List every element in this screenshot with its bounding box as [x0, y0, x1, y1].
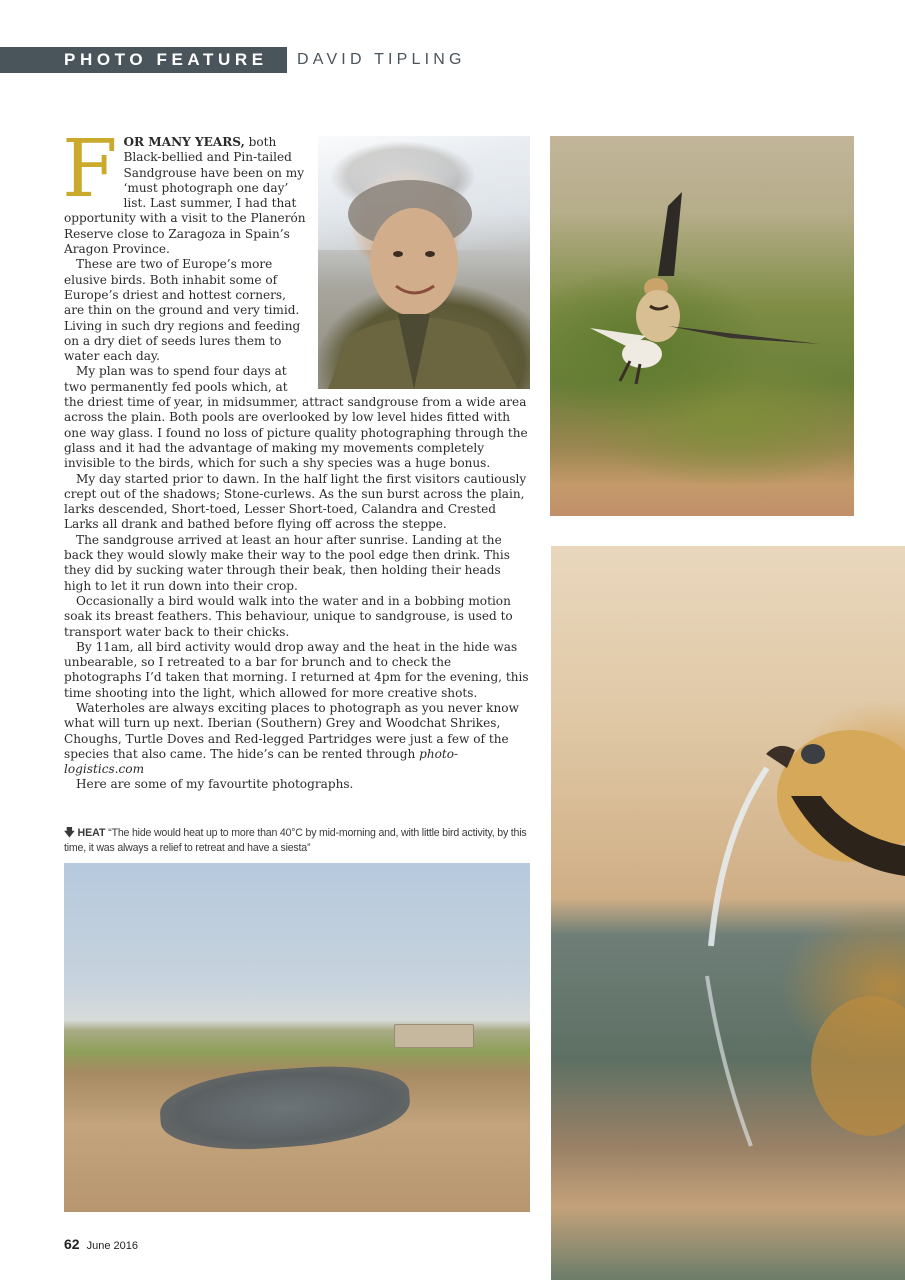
author-name: DAVID TIPLING — [297, 51, 466, 68]
article-paragraph-6: Occasionally a bird would walk into the water and in a bobbing motion soak its breast feathers. This behaviour, unique to sandgrouse, is used to transport water back to their chicks. — [64, 593, 513, 639]
article-body — [62, 122, 530, 793]
waterhole-landscape-photo — [64, 863, 530, 1212]
article-paragraph-8 — [64, 701, 530, 777]
lead-in: OR MANY YEARS, — [123, 135, 245, 149]
page-number: 62 — [64, 1236, 80, 1252]
article-paragraph-2: These are two of Europe’s more elusive birds. Both inhabit some of Europe’s driest and hottest corners, are thin on the ground and very timid. Living in such dry regions and feeding on a dry diet of seeds lures them to water each day. — [64, 257, 301, 364]
bird-hide-structure — [394, 1024, 474, 1048]
paragraph-8-text: Waterholes are always exciting places to photograph as you never know what will turn up next. Iberian (Southern) Grey and Woodchat Shrikes, Choughs, Turtle Doves and Red-legged Partridges were just a few of the species that also came. The hide’s can be rented through — [64, 700, 519, 761]
article-paragraph-4: My day started prior to dawn. In the half light the first visitors cautiously crept out of the shadows; Stone-curlews. As the sun burst across the plain, larks descended, Short-toed, Lesser Short-toed, Calandra and Crested Larks all drank and bathed before flying off across the steppe. — [64, 471, 527, 532]
portrait-space — [318, 136, 530, 389]
website-link[interactable]: photo-logistics.com — [64, 746, 459, 777]
drinking-bird-figure — [551, 546, 905, 1280]
arrow-down-icon: 🡇 — [64, 827, 75, 839]
article-paragraph-9: Here are some of my favourtite photographs. — [76, 777, 354, 792]
caption-label: HEAT — [77, 827, 106, 839]
article-paragraph-5: The sandgrouse arrived at least an hour after sunrise. Landing at the back they would slowly make their way to the pool edge then drink. This they did by sucking water through their beak, then holding their heads high to let it run down into their crop. — [64, 532, 510, 593]
sandgrouse-in-flight-photo — [550, 136, 854, 516]
waterhole-pond — [158, 1060, 413, 1155]
photo-caption — [64, 826, 530, 855]
issue-date: June 2016 — [86, 1240, 139, 1252]
article-paragraph-3: My plan was to spend four days at two permanently fed pools which, at the driest time of year, in midsummer, attract sandgrouse from a wide area across the plain. Both pools are overlooked by low level hides fitted with one way glass. I found no loss of picture quality photographing through the glass and it had the advantage of making my movements completely invisible to the birds, which for such a shy species was a huge bonus. — [64, 364, 528, 471]
flying-bird-figure — [550, 136, 854, 516]
section-title: PHOTO FEATURE — [64, 50, 268, 69]
caption-text: “The hide would heat up to more than 40°C by mid-morning and, with little bird activity, by this time, it was always a relief to retreat and have a siesta” — [64, 827, 527, 854]
page-footer — [64, 1236, 138, 1252]
drop-cap: F — [62, 122, 118, 215]
sandgrouse-drinking-photo — [551, 546, 905, 1280]
paragraph-1-text: both Black-bellied and Pin-tailed Sandgrouse have been on my ‘must photograph one day’ list. Last summer, I had that opportunity with a visit to the Planerón Reserve close to Zaragoza in Spain’s Aragon Province. — [64, 135, 306, 257]
article-paragraph-7: By 11am, all bird activity would drop away and the heat in the hide was unbearable, so I retreated to a bar for brunch and to check the photographs I’d taken that morning. I returned at 4pm for the evening, this time shooting into the light, which allowed for more creative shots. — [64, 639, 529, 700]
